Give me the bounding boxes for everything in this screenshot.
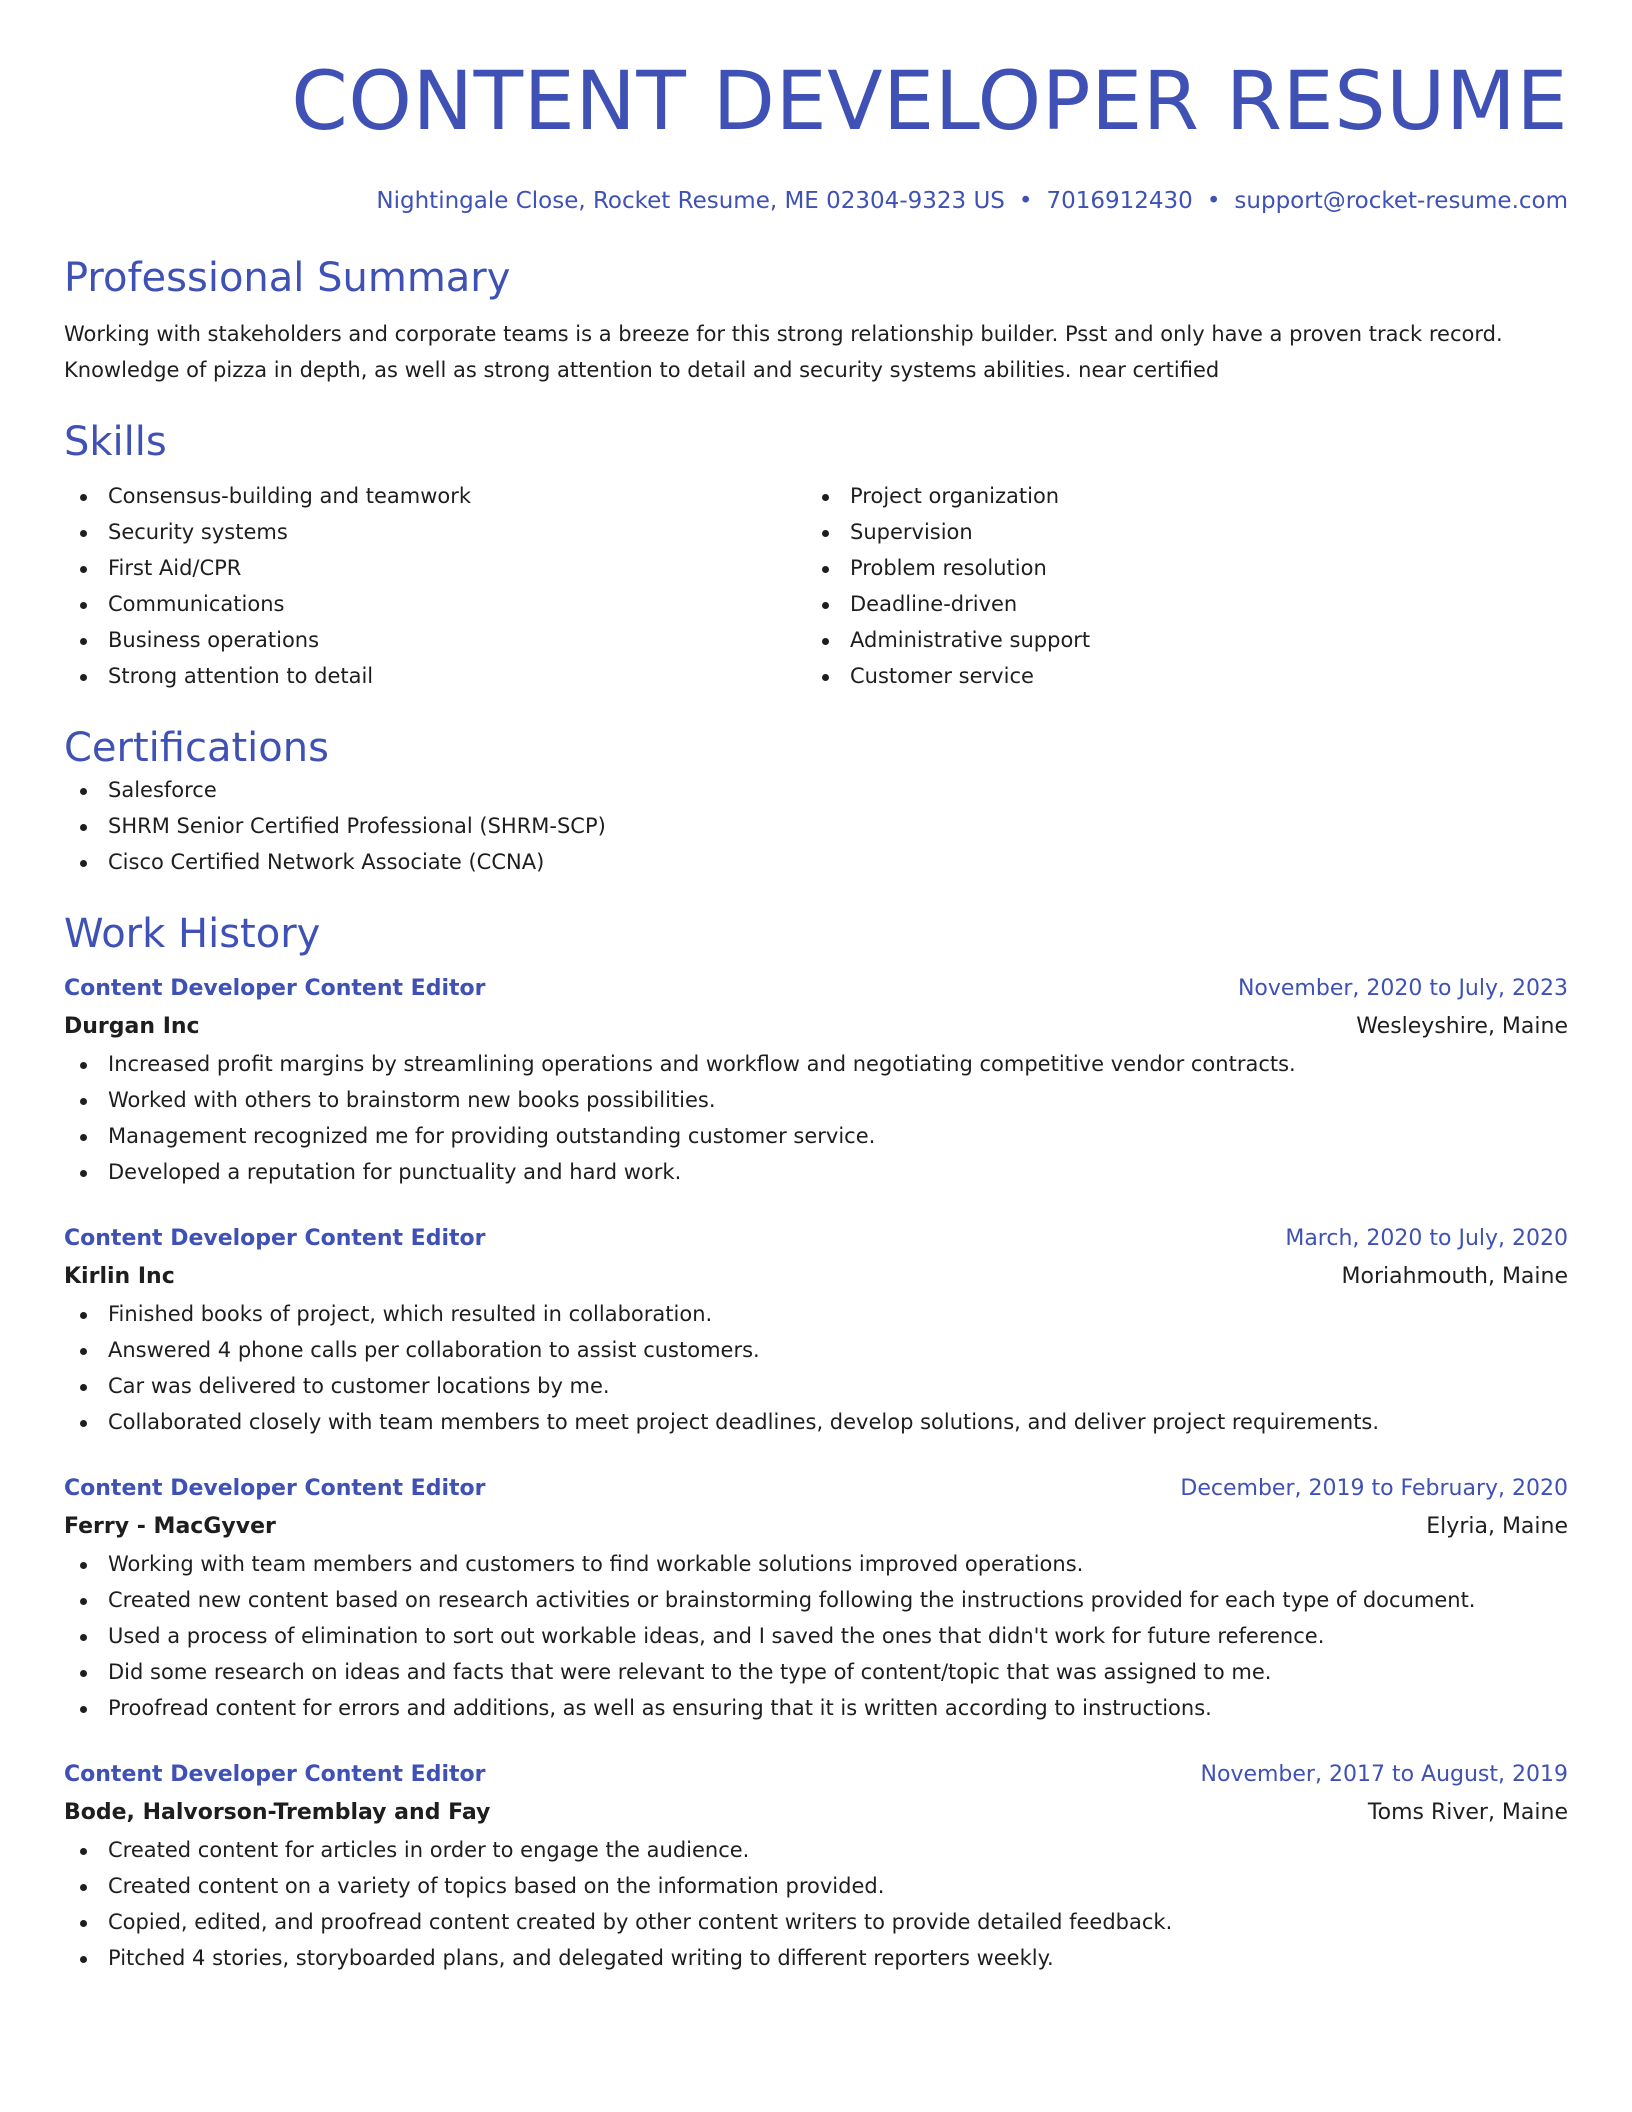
- job-bullets: [64, 1046, 1568, 1190]
- job-header-row: [64, 1756, 1568, 1794]
- job-company: Ferry - MacGyver: [64, 1514, 276, 1539]
- certification-item: Cisco Certified Network Associate (CCNA): [64, 844, 1568, 880]
- job-title: Content Developer Content Editor: [64, 1762, 486, 1787]
- skill-item: Problem resolution: [806, 550, 1548, 586]
- job-company-row: [64, 1258, 1568, 1296]
- job-company: Bode, Halvorson-Tremblay and Fay: [64, 1800, 491, 1825]
- job-title: Content Developer Content Editor: [64, 1476, 486, 1501]
- job-bullet: Pitched 4 stories, storyboarded plans, and delegated writing to different reporters weekly.: [64, 1940, 1568, 1976]
- job-bullet: Answered 4 phone calls per collaboration to assist customers.: [64, 1332, 1568, 1368]
- job-title: Content Developer Content Editor: [64, 976, 486, 1001]
- resume-name: CONTENT DEVELOPER RESUME: [291, 55, 1568, 149]
- job-dates: November, 2020 to July, 2023: [1237, 976, 1568, 1001]
- job-company: Durgan Inc: [64, 1014, 200, 1039]
- certifications-section: [64, 724, 1568, 880]
- job-entry: [64, 1756, 1568, 1976]
- job-location: Elyria, Maine: [1426, 1514, 1568, 1539]
- job-location: Toms River, Maine: [1367, 1800, 1568, 1825]
- skills-grid: [64, 478, 1568, 694]
- work-history-heading: Work History: [64, 911, 321, 957]
- job-bullet: Copied, edited, and proofread content created by other content writers to provide detailed feedback.: [64, 1904, 1568, 1940]
- job-bullet: Did some research on ideas and facts that were relevant to the type of content/topic that was assigned to me.: [64, 1654, 1568, 1690]
- skill-item: Communications: [64, 586, 806, 622]
- job-bullet: Developed a reputation for punctuality and hard work.: [64, 1154, 1568, 1190]
- skills-column-right: [806, 478, 1548, 694]
- job-entry: [64, 970, 1568, 1190]
- summary-text: Working with stakeholders and corporate teams is a breeze for this strong relationship builder. Psst and only have a proven track record. Knowledge of pizza in depth, as well as strong attention to detail and security systems abilities. near certified: [64, 322, 1503, 382]
- skill-item: Deadline-driven: [806, 586, 1548, 622]
- job-bullet: Management recognized me for providing outstanding customer service.: [64, 1118, 1568, 1154]
- job-company-row: [64, 1508, 1568, 1546]
- job-company: Kirlin Inc: [64, 1264, 175, 1289]
- job-bullet: Proofread content for errors and additions, as well as ensuring that it is written according to instructions.: [64, 1690, 1568, 1726]
- job-company-row: [64, 1794, 1568, 1832]
- skill-item: Consensus-building and teamwork: [64, 478, 806, 514]
- job-header-row: [64, 1470, 1568, 1508]
- contact-email: support@rocket-resume.com: [1234, 188, 1568, 214]
- skill-item: Business operations: [64, 622, 806, 658]
- job-entry: [64, 1220, 1568, 1440]
- job-bullets: [64, 1546, 1568, 1726]
- job-bullet: Increased profit margins by streamlining operations and workflow and negotiating competitive vendor contracts.: [64, 1046, 1568, 1082]
- work-history-section: [64, 910, 1568, 1976]
- skill-item: Administrative support: [806, 622, 1548, 658]
- job-dates: December, 2019 to February, 2020: [1180, 1476, 1568, 1501]
- contact-address: Nightingale Close, Rocket Resume, ME 02304-9323 US: [376, 188, 1005, 214]
- skill-item: Customer service: [806, 658, 1548, 694]
- skills-list-left: [64, 478, 806, 694]
- job-bullet: Collaborated closely with team members to meet project deadlines, develop solutions, and deliver project requirements.: [64, 1404, 1568, 1440]
- contact-separator: •: [1018, 188, 1033, 214]
- job-bullet: Working with team members and customers to find workable solutions improved operations.: [64, 1546, 1568, 1582]
- job-dates: March, 2020 to July, 2020: [1285, 1226, 1568, 1251]
- job-title: Content Developer Content Editor: [64, 1226, 486, 1251]
- job-header-row: [64, 970, 1568, 1008]
- skills-heading: Skills: [64, 419, 167, 465]
- contact-separator: •: [1206, 188, 1221, 214]
- job-bullets: [64, 1296, 1568, 1440]
- job-location: Wesleyshire, Maine: [1356, 1014, 1568, 1039]
- skills-section: [64, 418, 1568, 694]
- job-bullet: Car was delivered to customer locations by me.: [64, 1368, 1568, 1404]
- job-bullet: Finished books of project, which resulted in collaboration.: [64, 1296, 1568, 1332]
- certifications-list: [64, 772, 1568, 880]
- certifications-heading: Certifications: [64, 725, 329, 771]
- skill-item: Supervision: [806, 514, 1548, 550]
- certification-item: SHRM Senior Certified Professional (SHRM-SCP): [64, 808, 1568, 844]
- job-bullet: Created new content based on research activities or brainstorming following the instructions provided for each type of document.: [64, 1582, 1568, 1618]
- contact-line: [64, 186, 1568, 216]
- job-entry: [64, 1470, 1568, 1726]
- job-bullet: Worked with others to brainstorm new books possibilities.: [64, 1082, 1568, 1118]
- skills-list-right: [806, 478, 1548, 694]
- skill-item: First Aid/CPR: [64, 550, 806, 586]
- job-company-row: [64, 1008, 1568, 1046]
- skill-item: Security systems: [64, 514, 806, 550]
- job-bullet: Created content on a variety of topics based on the information provided.: [64, 1868, 1568, 1904]
- job-bullet: Created content for articles in order to engage the audience.: [64, 1832, 1568, 1868]
- job-header-row: [64, 1220, 1568, 1258]
- job-dates: November, 2017 to August, 2019: [1200, 1762, 1568, 1787]
- job-bullets: [64, 1832, 1568, 1976]
- professional-summary-section: [64, 254, 1568, 388]
- contact-phone: 7016912430: [1046, 188, 1193, 214]
- certification-item: Salesforce: [64, 772, 1568, 808]
- job-bullet: Used a process of elimination to sort out workable ideas, and I saved the ones that didn't work for future reference.: [64, 1618, 1568, 1654]
- skill-item: Strong attention to detail: [64, 658, 806, 694]
- summary-heading: Professional Summary: [64, 255, 511, 301]
- job-location: Moriahmouth, Maine: [1341, 1264, 1568, 1289]
- resume-page: [64, 0, 1568, 1976]
- skills-column-left: [64, 478, 806, 694]
- skill-item: Project organization: [806, 478, 1548, 514]
